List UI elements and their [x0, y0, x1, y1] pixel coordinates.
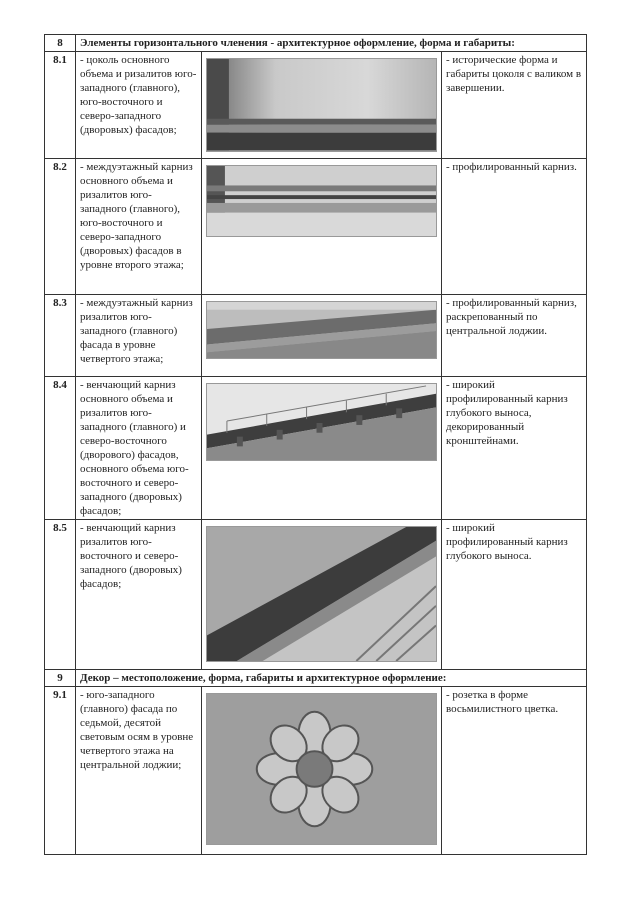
- row-number: 8.4: [45, 376, 76, 519]
- row-location: - междуэтажный карниз основного объема и ризалитов юго-западного (главного), юго-восточного и северо-западного (дворовых) фасадов в уровне второго этажа;: [76, 158, 202, 294]
- table-row: [45, 158, 587, 294]
- rosette-photo: [206, 693, 437, 845]
- row-photo-cell: [202, 294, 442, 376]
- row-description: - розетка в форме восьмилистного цветка.: [442, 686, 587, 854]
- row-location: - междуэтажный карниз ризалитов юго-западного (главного) фасада в уровне четвертого этажа;: [76, 294, 202, 376]
- table-row: [45, 376, 587, 519]
- crowning-cornice-photo: [206, 526, 437, 662]
- row-location: - цоколь основного объема и ризалитов юго-западного (главного), юго-восточного и северо-западного (дворовых) фасадов;: [76, 52, 202, 159]
- row-description: - профилированный карниз.: [442, 158, 587, 294]
- row-number: 9.1: [45, 686, 76, 854]
- row-photo-cell: [202, 519, 442, 669]
- row-photo-cell: [202, 376, 442, 519]
- section-title: Элементы горизонтального членения - архитектурное оформление, форма и габариты:: [76, 35, 587, 52]
- row-location: - юго-западного (главного) фасада по седьмой, десятой световым осям в уровне четвертого этажа на центральной лоджии;: [76, 686, 202, 854]
- section-number: 9: [45, 669, 76, 686]
- section-title: Декор – местоположение, форма, габариты и архитектурное оформление:: [76, 669, 587, 686]
- plinth-photo: [206, 58, 437, 152]
- row-description: - профилированный карниз, раскрепованный по центральной лоджии.: [442, 294, 587, 376]
- row-photo-cell: [202, 52, 442, 159]
- table-row: [45, 294, 587, 376]
- cornice-loggia-photo: [206, 301, 437, 359]
- table-row: [45, 52, 587, 159]
- row-number: 8.3: [45, 294, 76, 376]
- table-row: [45, 686, 587, 854]
- row-number: 8.5: [45, 519, 76, 669]
- row-description: - исторические форма и габариты цоколя с валиком в завершении.: [442, 52, 587, 159]
- row-number: 8.1: [45, 52, 76, 159]
- section-header-row: [45, 35, 587, 52]
- heritage-elements-table: [44, 34, 587, 855]
- row-description: - широкий профилированный карниз глубокого выноса, декорированный кронштейнами.: [442, 376, 587, 519]
- crowning-cornice-brackets-photo: [206, 383, 437, 461]
- row-location: - венчающий карниз ризалитов юго-восточного и северо-западного (дворовых) фасадов;: [76, 519, 202, 669]
- row-description: - широкий профилированный карниз глубокого выноса.: [442, 519, 587, 669]
- document-sheet: [44, 34, 586, 855]
- section-number: 8: [45, 35, 76, 52]
- row-number: 8.2: [45, 158, 76, 294]
- cornice-photo: [206, 165, 437, 237]
- row-photo-cell: [202, 158, 442, 294]
- table-row: [45, 519, 587, 669]
- row-location: - венчающий карниз основного объема и ризалитов юго-западного (главного) и северо-восточного (дворового) фасадов, основного объема юго-восточного и северо-западного (дворовых) фасадов;: [76, 376, 202, 519]
- row-photo-cell: [202, 686, 442, 854]
- section-header-row: [45, 669, 587, 686]
